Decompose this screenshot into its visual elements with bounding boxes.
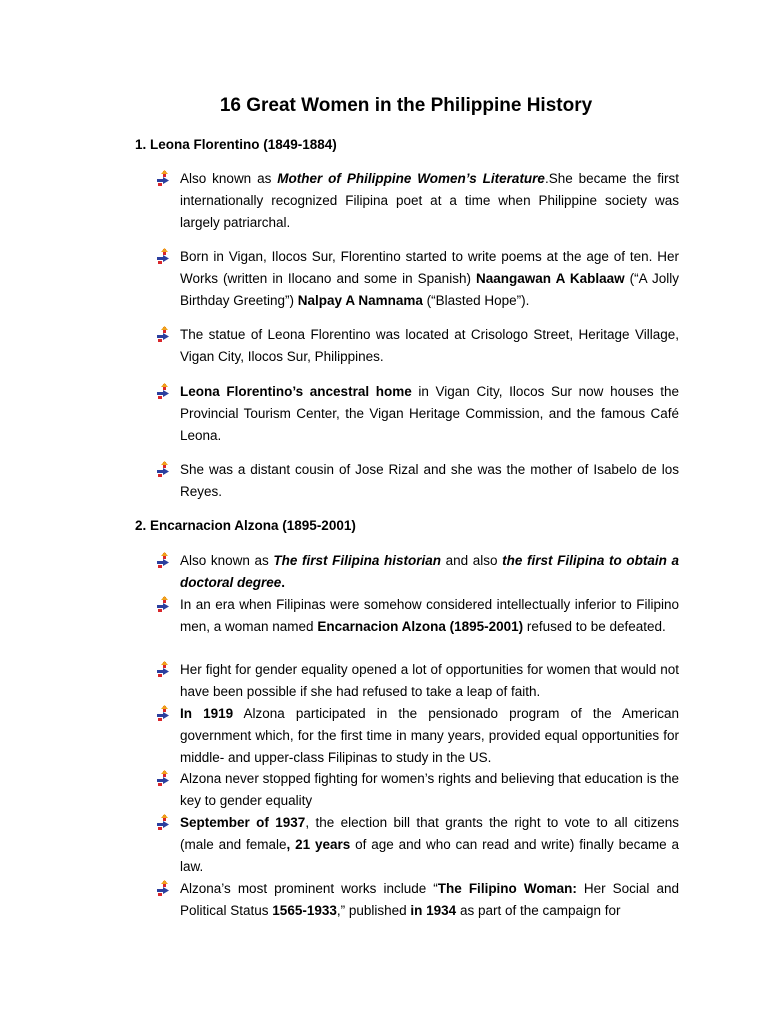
arrow-bullet-icon	[157, 770, 173, 786]
list-item	[157, 168, 679, 234]
list-item	[157, 324, 679, 368]
list-item-text	[180, 324, 679, 368]
text-run: .	[281, 575, 286, 590]
text-run: The first Filipina historian	[273, 553, 442, 568]
list-item	[157, 878, 679, 922]
text-run: .She became the first internationally recognized Filipina poet at a time when Philippine society was largely patriarchal.	[180, 171, 679, 230]
text-run: , 21 years	[286, 837, 351, 852]
arrow-bullet-icon	[157, 596, 173, 612]
arrow-bullet-icon	[157, 248, 173, 264]
list-item-text	[180, 550, 679, 594]
text-run: Encarnacion Alzona (1895-2001)	[317, 619, 524, 634]
text-run: Also known as	[180, 171, 278, 186]
list-item	[157, 594, 679, 638]
page-title: 16 Great Women in the Philippine History	[219, 95, 593, 116]
arrow-bullet-icon	[157, 461, 173, 477]
text-run: the first Filipina to obtain a doctoral degree	[180, 553, 680, 590]
text-run: The statue of Leona Florentino was located at Crisologo Street, Heritage Village, Vigan City, Ilocos Sur, Philippines.	[180, 327, 679, 364]
arrow-bullet-icon	[157, 880, 173, 896]
text-run: ,” published	[336, 903, 411, 918]
text-run: (“A Jolly Birthday Greeting”)	[180, 271, 679, 308]
list-item	[157, 246, 679, 312]
list-item-text	[180, 659, 679, 703]
list-item	[157, 768, 679, 812]
arrow-bullet-icon	[157, 552, 173, 568]
list-item	[157, 703, 679, 769]
text-run: In an era when Filipinas were somehow considered intellectually inferior to Filipino men, a woman named	[180, 597, 679, 634]
arrow-bullet-icon	[157, 661, 173, 677]
list-item-text	[180, 594, 679, 638]
text-run: She was a distant cousin of Jose Rizal and she was the mother of Isabelo de los Reyes.	[180, 462, 679, 499]
list-item-text	[180, 246, 679, 312]
list-item-text	[180, 768, 679, 812]
text-run: as part of the campaign for	[456, 903, 621, 918]
list-item-text	[180, 381, 679, 447]
list-item-text	[180, 168, 679, 234]
text-run: Leona Florentino’s ancestral home	[180, 384, 412, 399]
section-heading: 1. Leona Florentino (1849-1884)	[135, 137, 337, 152]
text-run: refused to be defeated.	[523, 619, 666, 634]
list-item	[157, 459, 679, 503]
text-run: (“Blasted Hope”).	[422, 293, 530, 308]
text-run: of age and who can read and write) finally became a law.	[180, 837, 679, 874]
text-run: Also known as	[180, 553, 274, 568]
arrow-bullet-icon	[157, 814, 173, 830]
section-heading: 2. Encarnacion Alzona (1895-2001)	[135, 518, 356, 533]
list-item	[157, 550, 679, 594]
text-run: Her Social and Political Status	[180, 881, 679, 918]
text-run: The Filipino Woman:	[437, 881, 577, 896]
list-item-text	[180, 703, 679, 769]
list-item-text	[180, 459, 679, 503]
text-run: September of 1937	[180, 815, 306, 830]
text-run: , the election bill that grants the right to vote to all citizens (male and female	[180, 815, 679, 852]
list-item	[157, 812, 679, 878]
text-run: in 1934	[410, 903, 457, 918]
text-run: in Vigan City, Ilocos Sur now houses the Provincial Tourism Center, the Vigan Heritage Commission, and the famous Café Leona.	[180, 384, 680, 443]
text-run: Born in Vigan, Ilocos Sur, Florentino started to write poems at the age of ten. Her Works (written in Ilocano and some in Spanish)	[180, 249, 679, 286]
text-run: In 1919	[180, 706, 234, 721]
arrow-bullet-icon	[157, 383, 173, 399]
text-run: Naangawan A Kablaaw	[476, 271, 625, 286]
text-run: 1565-1933	[272, 903, 337, 918]
text-run: Alzona participated in the pensionado program of the American government which, for the first time in many years, provided equal opportunities for middle- and upper-class Filipinas to study in the US.	[180, 706, 680, 765]
list-item	[157, 659, 679, 703]
text-run: Mother of Philippine Women’s Literature	[277, 171, 545, 186]
text-run: and also	[441, 553, 503, 568]
text-run: Her fight for gender equality opened a lot of opportunities for women that would not have been possible if she had refused to take a leap of faith.	[180, 662, 679, 699]
list-item-text	[180, 878, 679, 922]
list-item	[157, 381, 679, 447]
text-run: Nalpay A Namnama	[297, 293, 423, 308]
arrow-bullet-icon	[157, 326, 173, 342]
arrow-bullet-icon	[157, 170, 173, 186]
text-run: Alzona never stopped fighting for women’s rights and believing that education is the key to gender equality	[180, 771, 679, 808]
list-item-text	[180, 812, 679, 878]
arrow-bullet-icon	[157, 705, 173, 721]
text-run: Alzona’s most prominent works include “	[180, 881, 438, 896]
